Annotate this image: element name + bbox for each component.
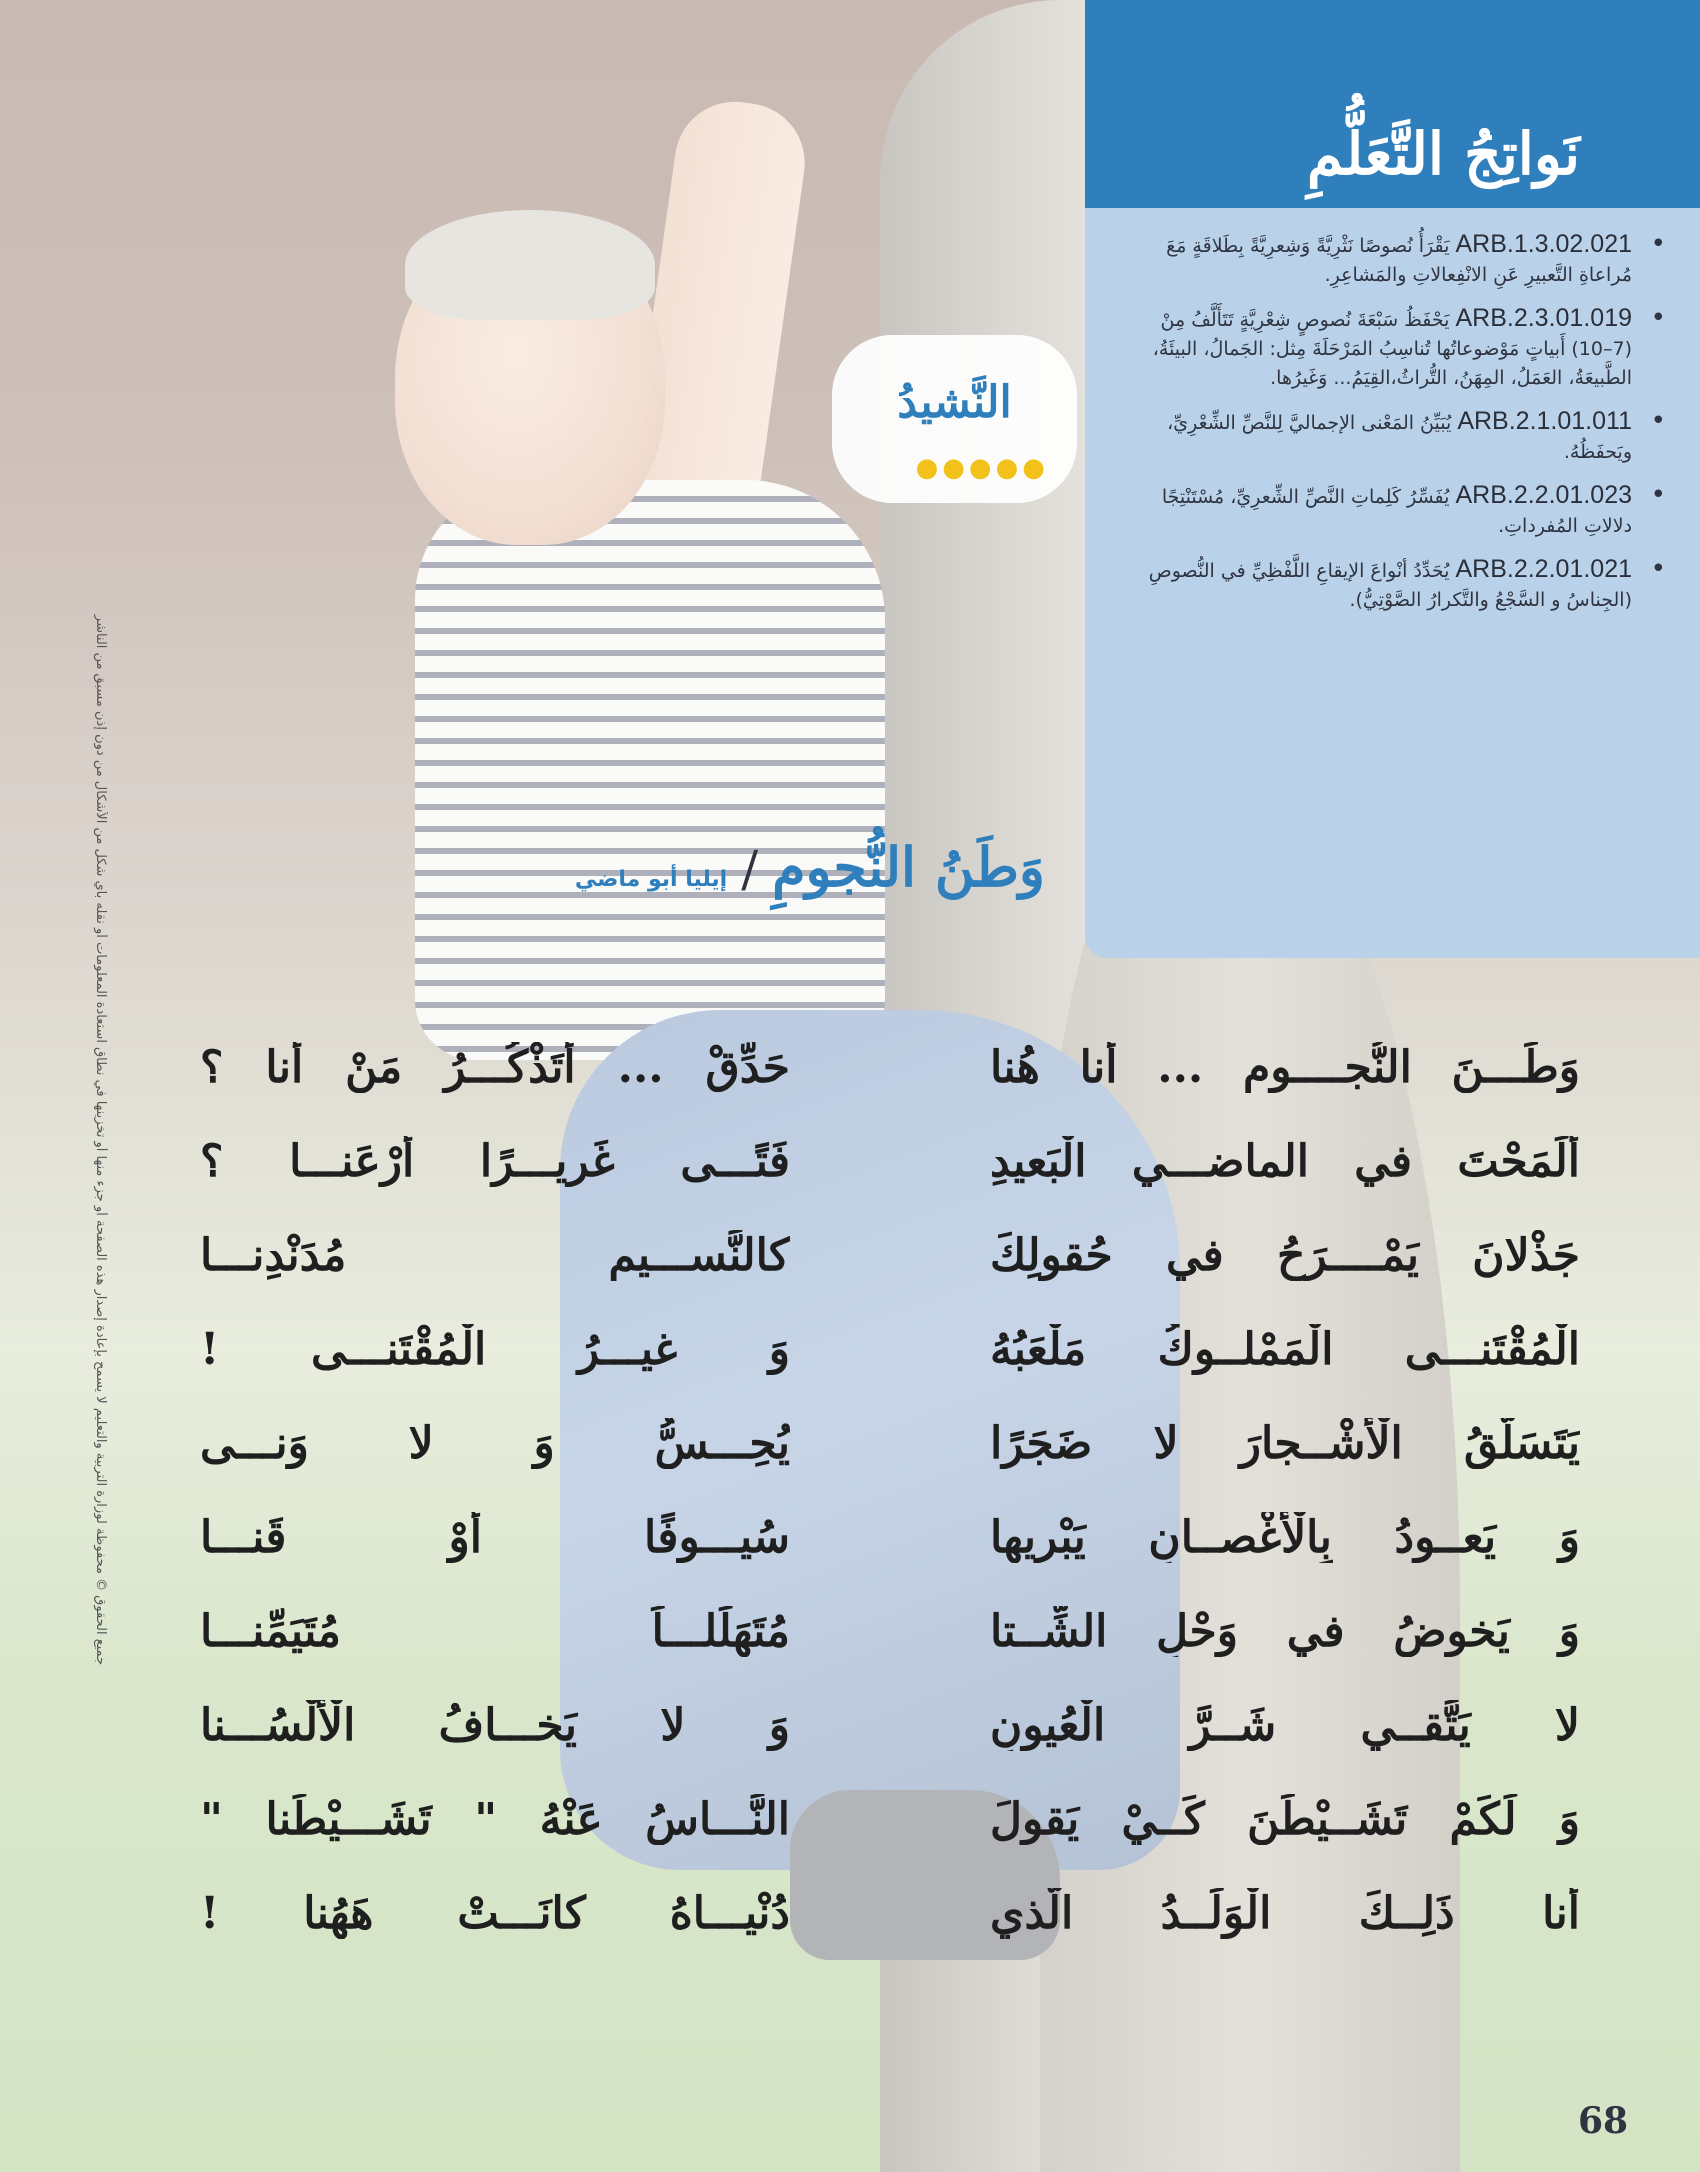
learning-outcomes-title: نَواتِجُ التَّعَلُّمِ (1306, 120, 1580, 188)
learning-outcomes-list (1085, 208, 1700, 615)
verse-first-half: لا يَتَّقــي شَــرَّ الْعُيونِ (990, 1699, 1580, 1751)
verse-second-half: مُتَهَلِّلـــاً مُتَيَمِّنـــا (200, 1605, 790, 1657)
verse-row (200, 1490, 1580, 1584)
verse-first-half: وَطَـــنَ النُّجــــومِ ... أَنا هُنا (990, 1041, 1580, 1093)
verse-first-half: الْمُقْتَنـــى الْمَمْلــوكُ مَلْعَبُهُ (990, 1323, 1580, 1375)
outcome-text: يَقْرَأُ نُصوصًا نَثْرِيَّةً وَشِعرِيَّةً بِطَلاقَةٍ مَعَ مُراعاةِ التَّعبيرِ عَنِ الانْفِعالاتِ والمَشاعِرِ. (1166, 235, 1632, 286)
learning-outcome-item (1145, 481, 1666, 541)
verse-row (200, 1208, 1580, 1302)
poem-heading (575, 835, 1045, 899)
verse-first-half: وَ يَخوضُ في وَحْلِ الشِّــتا (990, 1605, 1580, 1657)
section-badge (832, 335, 1077, 503)
outcome-text: يُحَدِّدُ أنْواعَ الإيقاعِ اللَّفْظِيِّ في النُّصوصِ (الجِناسُ و السَّجْعُ والتَّكرارُ الصَّوْتِيُّ). (1148, 560, 1632, 611)
outcome-code: ARB.2.3.01.019 (1455, 304, 1632, 332)
verse-second-half: سُيـــوفًا أَوْ قَنـــا (200, 1511, 790, 1563)
verse-row (200, 1302, 1580, 1396)
verse-second-half: حَدِّقْ ... أَتَذْكُـــرُ مَنْ أَنا ؟ (200, 1041, 790, 1093)
poem-author: إيليا أبو ماضي (574, 867, 728, 892)
verse-second-half: يُحِـــسُّ وَ لا وَنـــى (200, 1417, 790, 1469)
verse-row (200, 1772, 1580, 1866)
verse-first-half: وَ لَكَمْ تَشَــيْطَنَ كَــيْ يَقولَ (990, 1793, 1580, 1845)
verse-first-half: يَتَسَلَّقُ الْأَشْــجارَ لا ضَجَرًا (990, 1417, 1580, 1469)
decorative-dots: ●●●●● (915, 453, 1049, 483)
verse-first-half: أَنا ذَلِــكَ الْوَلَــدُ الَّذي (990, 1887, 1580, 1939)
learning-outcome-item (1145, 555, 1666, 615)
poem-verses (200, 1020, 1580, 1960)
outcome-code: ARB.2.2.01.023 (1455, 481, 1632, 509)
learning-outcome-item (1145, 304, 1666, 393)
verse-first-half: أَلَمَحْتَ في الماضـــي الْبَعيدِ (990, 1135, 1580, 1187)
page-number: 68 (1578, 2100, 1629, 2142)
verse-row (200, 1678, 1580, 1772)
verse-second-half: وَ لا يَخـــافُ الْأَلْسُـــنا (200, 1699, 790, 1751)
outcome-code: ARB.2.1.01.011 (1457, 407, 1632, 435)
outcome-text: يَحْفَظُ سَبْعَةَ نُصوصٍ شِعْرِيَّةٍ تَتَأَلَّفُ مِنْ (7–10) أَبياتٍ مَوْضوعاتُها تُناسِبُ المَرْحَلَةَ مِثل: الجَمالُ، البيئَةُ، الطَّبيعَةُ، العَمَلُ، المِهَنُ، التُّراثُ،القِيَمُ... وَغَيرُها. (1152, 309, 1632, 389)
verse-row (200, 1114, 1580, 1208)
outcome-text: يُبَيِّنُ المَعْنى الإجماليَّ لِلنَّصِّ الشِّعْرِيِّ، ويَحفَظُهُ. (1167, 412, 1632, 463)
verse-second-half: النَّـــاسُ عَنْهُ " تَشَـــيْطَنا " (200, 1793, 790, 1845)
verse-first-half: جَذْلانَ يَمْــــرَحُ في حُقولِكَ (990, 1229, 1580, 1281)
outcome-code: ARB.1.3.02.021 (1455, 230, 1632, 258)
verse-second-half: وَ غيـــرُ الْمُقْتَنـــى ! (200, 1323, 790, 1375)
title-separator: / (741, 840, 759, 898)
learning-outcomes-header (1085, 0, 1700, 208)
verse-second-half: دُنْيـــاهُ كانَـــتْ هَهُنا ! (200, 1887, 790, 1939)
verse-row (200, 1020, 1580, 1114)
section-badge-label: النَّشيدُ (897, 377, 1012, 428)
outcome-code: ARB.2.2.01.021 (1455, 555, 1632, 583)
verse-row (200, 1396, 1580, 1490)
learning-outcomes-panel (1085, 0, 1700, 958)
outcome-text: يُفَسِّرُ كَلِماتِ النَّصِّ الشِّعرِيِّ، مُسْتَنْتِجًا دلالاتِ المُفرداتِ. (1161, 486, 1632, 537)
copyright-notice: جميع الحقوق © محفوظة لوزارة التربية والتعليم لا يسمح بإعادة إصدار هذه الصفحة أو جزء منها أو تخزينها في نطاق استعادة المعلومات أو نقله بأي شكل من الأشكال من دون إذن مسبق من الناشر (93, 614, 108, 1666)
verse-second-half: كالنَّســـيمِ مُدَنْدِنـــا (200, 1229, 790, 1281)
verse-second-half: فَتًـــى غَريـــرًا أَرْعَنـــا ؟ (200, 1135, 790, 1187)
verse-row (200, 1584, 1580, 1678)
learning-outcome-item (1145, 407, 1666, 467)
poem-title: وَطَنُ النُّجومِ (772, 835, 1045, 899)
verse-row (200, 1866, 1580, 1960)
verse-first-half: وَ يَعــودُ بِالْأَغْصــانِ يَبْريها (990, 1511, 1580, 1563)
learning-outcome-item (1145, 230, 1666, 290)
